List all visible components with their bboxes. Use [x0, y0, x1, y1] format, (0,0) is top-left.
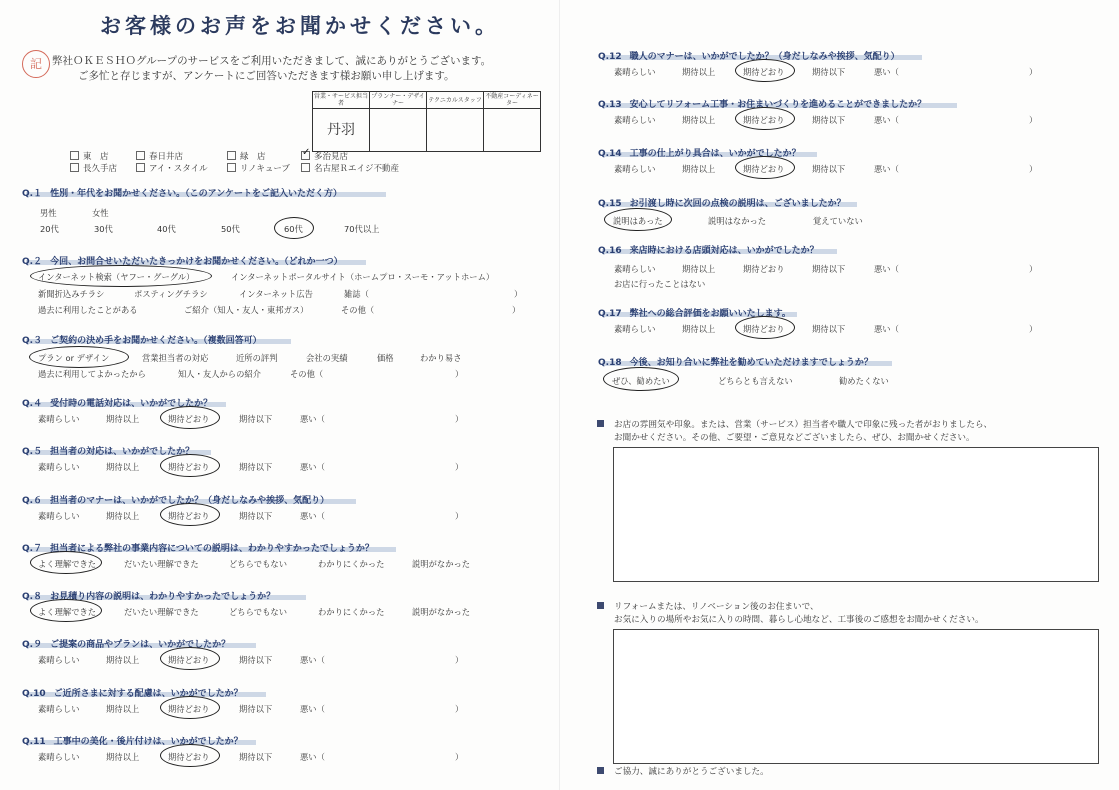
q12-option-bad[interactable]: 悪い（ [874, 67, 899, 77]
selected-answer-circle [735, 107, 795, 130]
question-11: Q.11 工事中の美化・後片付けは、いかがでしたか？ [22, 737, 243, 747]
q4-option-below[interactable]: 期待以下 [239, 414, 273, 424]
q7-option-mostly-understood[interactable]: だいたい理解できた [124, 559, 199, 569]
q7-option-understood-well[interactable]: よく理解できた [38, 559, 97, 569]
selected-answer-circle [30, 551, 102, 574]
store-option-east[interactable]: 東 店 [70, 150, 109, 162]
q3-option-price[interactable]: 価格 [377, 353, 394, 363]
question-10: Q.10 ご近所さまに対する配慮は、いかがでしたか？ [22, 689, 243, 699]
question-1: Q.１ 性別・年代をお聞かせください。（このアンケートをご記入いただく方） [22, 189, 343, 199]
q15-option-not-explained[interactable]: 説明はなかった [708, 216, 767, 226]
question-8: Q.８ お見積り内容の説明は、わかりやすかったでしょうか？ [22, 592, 276, 602]
checked-checkbox-icon[interactable] [301, 151, 310, 160]
question-17: Q.17 弊社への総合評価をお願いいたします。 [598, 309, 791, 319]
q10-option-bad-close-paren: ） [455, 704, 464, 714]
age-40s[interactable]: 40代 [157, 224, 176, 234]
store-option-midori[interactable]: 緑 店 [227, 150, 266, 162]
q3-option-friend-referral[interactable]: 知人・友人からの紹介 [178, 369, 261, 379]
q2-option-internet-search[interactable]: インターネット検索（ヤフー・グーグル） [38, 272, 195, 282]
staff-header-realestate: 不動産コーディネーター [485, 93, 539, 107]
q11-option-above[interactable]: 期待以上 [106, 752, 140, 762]
q3-option-reputation[interactable]: 近所の評判 [236, 353, 278, 363]
q7-option-neutral[interactable]: どちらでもない [229, 559, 287, 569]
q9-option-below[interactable]: 期待以下 [239, 655, 273, 665]
selected-answer-circle [29, 346, 129, 368]
question-18: Q.18 今後、お知り合いに弊社を勧めていただけますでしょうか？ [598, 358, 873, 368]
q10-option-above[interactable]: 期待以上 [106, 704, 140, 714]
q3-option-other[interactable]: その他（ [290, 369, 324, 379]
selected-answer-circle [735, 156, 795, 179]
age-50s[interactable]: 50代 [221, 224, 240, 234]
store-option-nagoya-rage[interactable]: 名古屋Ｒエイジ不動産 [301, 162, 399, 174]
question-13: Q.13 安心してリフォーム工事・お住まいづくりを進めることができましたか？ [598, 100, 927, 110]
selected-answer-circle [30, 599, 102, 622]
q14-option-excellent[interactable]: 素晴らしい [614, 164, 656, 174]
q12-option-excellent[interactable]: 素晴らしい [614, 67, 656, 77]
q10-option-below[interactable]: 期待以下 [239, 704, 273, 714]
q8-option-understood-well[interactable]: よく理解できた [38, 607, 97, 617]
checkbox-icon[interactable] [227, 163, 236, 172]
checkbox-icon[interactable] [70, 163, 79, 172]
question-9: Q.９ ご提案の商品やプランは、いかがでしたか？ [22, 640, 231, 650]
q4-option-bad-close-paren: ） [455, 414, 464, 424]
q18-option-neutral[interactable]: どちらとも言えない [718, 376, 793, 386]
q5-option-excellent[interactable]: 素晴らしい [38, 462, 80, 472]
selected-answer-circle [735, 316, 795, 339]
q7-option-not-explained[interactable]: 説明がなかった [412, 559, 471, 569]
question-6: Q.６ 担当者のマナーは、いかがでしたか？（身だしなみや挨拶、気配り） [22, 496, 330, 506]
q2-option-used-before[interactable]: 過去に利用したことがある [38, 305, 138, 315]
comment-box-1[interactable] [613, 447, 1099, 582]
q13-option-bad[interactable]: 悪い（ [874, 115, 899, 125]
q16-option-bad[interactable]: 悪い（ [874, 264, 899, 274]
store-option-renocube[interactable]: リノキューブ [227, 162, 290, 174]
q16-option-excellent[interactable]: 素晴らしい [614, 264, 656, 274]
staff-header-technical: テクニカルスタッフ [427, 92, 484, 109]
q11-option-bad-close-paren: ） [455, 752, 464, 762]
comment-prompt-1: お店の雰囲気や印象。または、営業（サービス）担当者や職人で印象に残った者がおりましたら、 お聞かせください。その他、ご要望・ご意見などございましたら、ぜひ、お聞かせください。 [597, 419, 992, 445]
staff-cell-technical[interactable] [427, 109, 484, 152]
question-5: Q.５ 担当者の対応は、いかがでしたか？ [22, 447, 195, 457]
staff-signature[interactable]: 丹羽 [313, 109, 370, 152]
page-title: お客様のお声をお聞かせください。 [100, 14, 500, 38]
q2-magazine-close-paren: ） [514, 289, 523, 299]
q6-option-above[interactable]: 期待以上 [106, 511, 140, 521]
q3-option-sales-staff[interactable]: 営業担当者の対応 [142, 353, 209, 363]
intro-line-2: ご多忙と存じますが、アンケートにご回答いただきます様お願い申し上げます。 [78, 70, 455, 82]
comment-prompt-2: リフォームまたは、リノベーション後のお住まいで、 お気に入りの場所やお気に入りの時間、暮らし心地など、工事後のご感想をお聞かせください。 [597, 601, 984, 627]
q13-option-above[interactable]: 期待以上 [682, 115, 716, 125]
checkbox-icon[interactable] [227, 151, 236, 160]
selected-answer-circle [274, 217, 314, 239]
q15-option-explained[interactable]: 説明はあった [613, 216, 663, 226]
q14-option-as-expected[interactable]: 期待どおり [743, 164, 785, 174]
selected-answer-circle [30, 265, 212, 287]
q13-option-below[interactable]: 期待以下 [812, 115, 846, 125]
q17-option-bad-close-paren: ） [1029, 324, 1038, 334]
q17-option-as-expected[interactable]: 期待どおり [743, 324, 785, 334]
q11-option-as-expected[interactable]: 期待どおり [168, 752, 210, 762]
q5-option-above[interactable]: 期待以上 [106, 462, 140, 472]
q12-option-as-expected[interactable]: 期待どおり [743, 67, 785, 77]
q5-option-bad-close-paren: ） [455, 462, 464, 472]
age-60s[interactable]: 60代 [284, 224, 303, 234]
q3-option-good-past-use[interactable]: 過去に利用してよかったから [38, 369, 146, 379]
q11-option-bad[interactable]: 悪い（ [300, 752, 325, 762]
q14-option-below[interactable]: 期待以下 [812, 164, 846, 174]
q10-option-as-expected[interactable]: 期待どおり [168, 704, 210, 714]
selected-answer-circle [160, 454, 220, 477]
q8-option-hard-to-understand[interactable]: わかりにくかった [318, 607, 385, 617]
q12-option-above[interactable]: 期待以上 [682, 67, 716, 77]
selected-answer-circle [160, 503, 220, 526]
q11-option-below[interactable]: 期待以下 [239, 752, 273, 762]
store-option-istyle[interactable]: アイ・スタイル [136, 162, 208, 174]
q6-option-bad-close-paren: ） [455, 511, 464, 521]
q4-option-as-expected[interactable]: 期待どおり [168, 414, 210, 424]
question-15: Q.15 お引渡し時に次回の点検の説明は、ございましたか？ [598, 199, 846, 209]
q3-option-plan-design[interactable]: プラン or デザイン [38, 353, 110, 363]
q8-option-not-explained[interactable]: 説明がなかった [412, 607, 471, 617]
q10-option-bad[interactable]: 悪い（ [300, 704, 325, 714]
staff-header-planner: プランナー・デザイナー [371, 93, 425, 107]
staff-cell-planner[interactable] [370, 109, 427, 152]
q17-option-below[interactable]: 期待以下 [812, 324, 846, 334]
q16-option-never-visited[interactable]: お店に行ったことはない [614, 279, 706, 289]
q13-option-as-expected[interactable]: 期待どおり [743, 115, 785, 125]
question-14: Q.14 工事の仕上がり具合は、いかがでしたか？ [598, 149, 801, 159]
q6-option-excellent[interactable]: 素晴らしい [38, 511, 80, 521]
question-2: Q.２ 今回、お問合せいただいたきっかけをお聞かせください。（どれか一つ） [22, 257, 343, 267]
q14-option-bad-close-paren: ） [1029, 164, 1038, 174]
comment-box-2[interactable] [613, 629, 1099, 764]
question-16: Q.16 来店時における店頭対応は、いかがでしたか？ [598, 246, 819, 256]
q9-option-above[interactable]: 期待以上 [106, 655, 140, 665]
selected-answer-circle [603, 367, 679, 391]
selected-answer-circle [160, 696, 220, 719]
selected-answer-circle [160, 744, 220, 767]
q9-option-excellent[interactable]: 素晴らしい [38, 655, 80, 665]
store-option-kasugai[interactable]: 春日井店 [136, 150, 183, 162]
age-20s[interactable]: 20代 [40, 224, 59, 234]
checkbox-icon[interactable] [301, 163, 310, 172]
staff-cell-realestate[interactable] [484, 109, 541, 152]
q15-option-dont-remember[interactable]: 覚えていない [813, 216, 863, 226]
q2-option-newspaper-flyer[interactable]: 新聞折込みチラシ [38, 289, 105, 299]
q9-option-bad-close-paren: ） [455, 655, 464, 665]
question-12: Q.12 職人のマナーは、いかがでしたか？（身だしなみや挨拶、気配り） [598, 52, 900, 62]
q2-option-referral[interactable]: ご紹介（知人・友人・東邦ガス） [184, 305, 309, 315]
q5-option-bad[interactable]: 悪い（ [300, 462, 325, 472]
q10-option-excellent[interactable]: 素晴らしい [38, 704, 80, 714]
q7-option-hard-to-understand[interactable]: わかりにくかった [318, 559, 385, 569]
q2-option-posting-flyer[interactable]: ポスティングチラシ [134, 289, 208, 299]
intro-text [52, 54, 491, 84]
q17-option-bad[interactable]: 悪い（ [874, 324, 899, 334]
thanks-message: ご協力、誠にありがとうございました。 [597, 766, 769, 779]
q4-option-excellent[interactable]: 素晴らしい [38, 414, 80, 424]
age-70plus[interactable]: 70代以上 [344, 224, 380, 234]
q16-option-below[interactable]: 期待以下 [812, 264, 846, 274]
q2-option-portal-site[interactable]: インターネットポータルサイト（ホームプロ・スーモ・アットホーム） [231, 272, 495, 282]
bullet-square-icon [597, 602, 604, 609]
q12-option-bad-close-paren: ） [1029, 67, 1038, 77]
checkbox-icon[interactable] [136, 163, 145, 172]
q5-option-as-expected[interactable]: 期待どおり [168, 462, 210, 472]
selected-answer-circle [604, 208, 672, 231]
intro-line-1: 弊社ＯＫＥＳＨＯグループのサービスをご利用いただきまして、誠にありがとうございます。 [52, 55, 492, 67]
q18-option-not-recommend[interactable]: 勧めたくない [839, 376, 889, 386]
gender-female[interactable]: 女性 [92, 208, 109, 218]
q6-option-as-expected[interactable]: 期待どおり [168, 511, 210, 521]
store-option-nagakute[interactable]: 長久手店 [70, 162, 117, 174]
q17-option-excellent[interactable]: 素晴らしい [614, 324, 656, 334]
age-30s[interactable]: 30代 [94, 224, 113, 234]
bullet-square-icon [597, 767, 604, 774]
gender-male[interactable]: 男性 [40, 208, 57, 218]
question-3: Q.３ ご契約の決め手をお聞かせください。（複数回答可） [22, 336, 262, 346]
q2-option-internet-ad[interactable]: インターネット広告 [239, 289, 313, 299]
q3-option-clarity[interactable]: わかり易さ [420, 353, 462, 363]
q13-option-excellent[interactable]: 素晴らしい [614, 115, 656, 125]
q16-option-as-expected[interactable]: 期待どおり [743, 264, 785, 274]
selected-answer-circle [160, 647, 220, 670]
q14-option-above[interactable]: 期待以上 [682, 164, 716, 174]
q4-option-above[interactable]: 期待以上 [106, 414, 140, 424]
selected-answer-circle [735, 59, 795, 82]
question-4: Q.４ 受付時の電話対応は、いかがでしたか？ [22, 399, 213, 409]
staff-header-sales: 営業・サービス担当者 [314, 93, 369, 107]
checkbox-icon[interactable] [136, 151, 145, 160]
bullet-square-icon [597, 420, 604, 427]
q3-other-close-paren: ） [455, 369, 464, 379]
q9-option-bad[interactable]: 悪い（ [300, 655, 325, 665]
selected-answer-circle [160, 406, 220, 429]
q5-option-below[interactable]: 期待以下 [239, 462, 273, 472]
q17-option-above[interactable]: 期待以上 [682, 324, 716, 334]
q6-option-bad[interactable]: 悪い（ [300, 511, 325, 521]
q18-option-definitely[interactable]: ぜひ、勧めたい [612, 376, 670, 386]
page-gutter [559, 0, 560, 790]
q16-option-above[interactable]: 期待以上 [682, 264, 716, 274]
q13-option-bad-close-paren: ） [1029, 115, 1038, 125]
q14-option-bad[interactable]: 悪い（ [874, 164, 899, 174]
q2-option-other[interactable]: その他（ [341, 305, 375, 315]
store-option-tajimi[interactable]: ✓ 多治見店 [301, 150, 348, 162]
staff-table [312, 91, 541, 152]
q12-option-below[interactable]: 期待以下 [812, 67, 846, 77]
q11-option-excellent[interactable]: 素晴らしい [38, 752, 80, 762]
question-7: Q.７ 担当者による弊社の事業内容についての説明は、わかりやすかったでしょうか？ [22, 544, 374, 554]
q8-option-mostly-understood[interactable]: だいたい理解できた [124, 607, 199, 617]
q2-option-magazine[interactable]: 雑誌（ [344, 289, 369, 299]
q2-other-close-paren: ） [512, 305, 521, 315]
q3-option-track-record[interactable]: 会社の実績 [306, 353, 348, 363]
q8-option-neutral[interactable]: どちらでもない [229, 607, 287, 617]
checkbox-icon[interactable] [70, 151, 79, 160]
company-seal-stamp: 記 [22, 50, 50, 78]
q9-option-as-expected[interactable]: 期待どおり [168, 655, 210, 665]
q4-option-bad[interactable]: 悪い（ [300, 414, 325, 424]
q6-option-below[interactable]: 期待以下 [239, 511, 273, 521]
q16-bad-close-paren: ） [1029, 264, 1038, 274]
